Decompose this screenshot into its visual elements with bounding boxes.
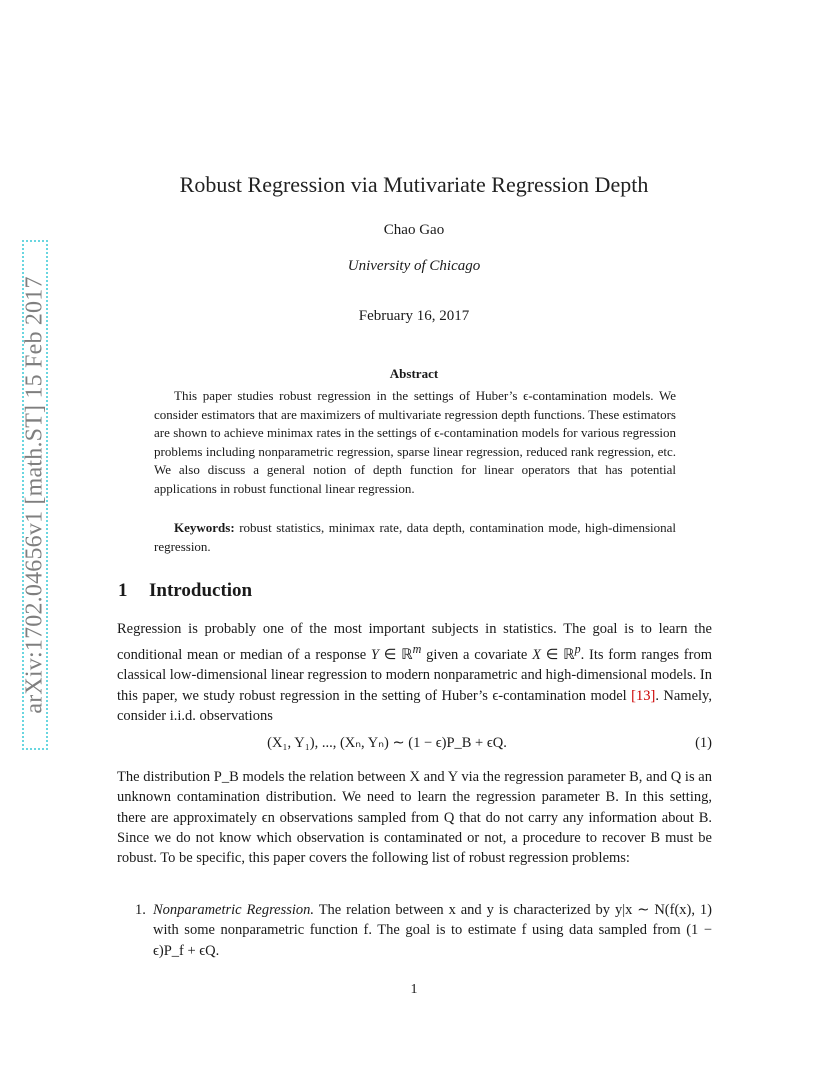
intro-p1-text-b: given a covariate xyxy=(421,647,533,664)
keywords xyxy=(154,518,676,556)
abstract-heading: Abstract xyxy=(389,366,439,381)
keywords-label: Keywords: xyxy=(174,520,235,535)
keywords-text: robust statistics, minimax rate, data depth, contamination mode, high-dimensional regression. xyxy=(154,520,677,554)
paper-title: Robust Regression via Mutivariate Regression Depth xyxy=(179,172,649,197)
equation-number: (1) xyxy=(695,735,712,751)
intro-paragraph-1: Regression is probably one of the most important subjects in statistics. The goal is to learn the conditional mean or median of a response Y ∈ ℝ$^m$ given a covariate X ∈ ℝ$^p$. Its form ranges from classical low-dimensional linear regression to modern nonparametric and high-dimensional models. In this paper, we study robust regression in the setting of Huber’s ϵ-contamination model [13]. Namely, consider i.i.d. observations xyxy=(117,621,712,725)
section-heading xyxy=(118,580,252,602)
citation-link[interactable]: [13] xyxy=(631,687,656,704)
intro-p1-text-d: . Namely, consider i.i.d. observations xyxy=(117,687,712,725)
list-item-marker: 1. xyxy=(135,902,146,918)
equation-expression: (X₁, Y₁), ..., (Xₙ, Yₙ) ∼ (1 − ϵ)P_B + ϵQ. xyxy=(267,735,507,751)
section-title: Introduction xyxy=(149,580,253,601)
page-number: 1 xyxy=(410,982,418,997)
list-item xyxy=(117,900,712,961)
author-affiliation: University of Chicago xyxy=(347,258,481,274)
abstract-text: This paper studies robust regression in the settings of Huber’s ϵ-contamination models. We consider estimators that are maximizers of multivariate regression depth functions. These estimators are shown to achieve minimax rates in the settings of ϵ-contamination models for various regression problems including nonparametric regression, sparse linear regression, reduced rank regression, etc. We also discuss a general notion of depth function for linear operators that has potential applications in robust functional linear regression. xyxy=(154,388,676,496)
paper-date: February 16, 2017 xyxy=(358,308,470,324)
paper-author: Chao Gao xyxy=(383,222,445,238)
arxiv-stamp-text: arXiv:1702.04656v1 [math.ST] 15 Feb 2017 xyxy=(21,276,48,714)
section-number: 1 xyxy=(118,580,128,601)
intro-paragraph-2: The distribution P_B models the relation between X and Y via the regression parameter B, and Q is an unknown contamination distribution. We need to learn the regression parameter B. In this setting, there are approximately ϵn observations sampled from Q that do not carry any information about B. Since we do not know which observation is contaminated or not, a procedure to recover B must be robust. To be specific, this paper covers the following list of robust regression problems: xyxy=(117,769,712,867)
intro-p1-text-c: . Its form ranges from classical low-dimensional linear regression to modern nonparametric and high-dimensional models. In this paper, we study robust regression in the setting of Huber’s ϵ-contamination model xyxy=(117,647,712,704)
list-item-body xyxy=(153,900,712,961)
problem-list xyxy=(117,900,712,961)
intro-p1-text-a: Regression is probably one of the most important subjects in statistics. The goal is to learn the conditional mean or median of a response xyxy=(117,621,712,664)
list-item-lead: Nonparametric Regression. xyxy=(153,902,315,918)
list-item-text: The relation between x and y is characterized by y|x ∼ N(f(x), 1) with some nonparametric function f. The goal is to estimate f using data sampled from (1 − ϵ)P_f + ϵQ. xyxy=(153,902,712,959)
